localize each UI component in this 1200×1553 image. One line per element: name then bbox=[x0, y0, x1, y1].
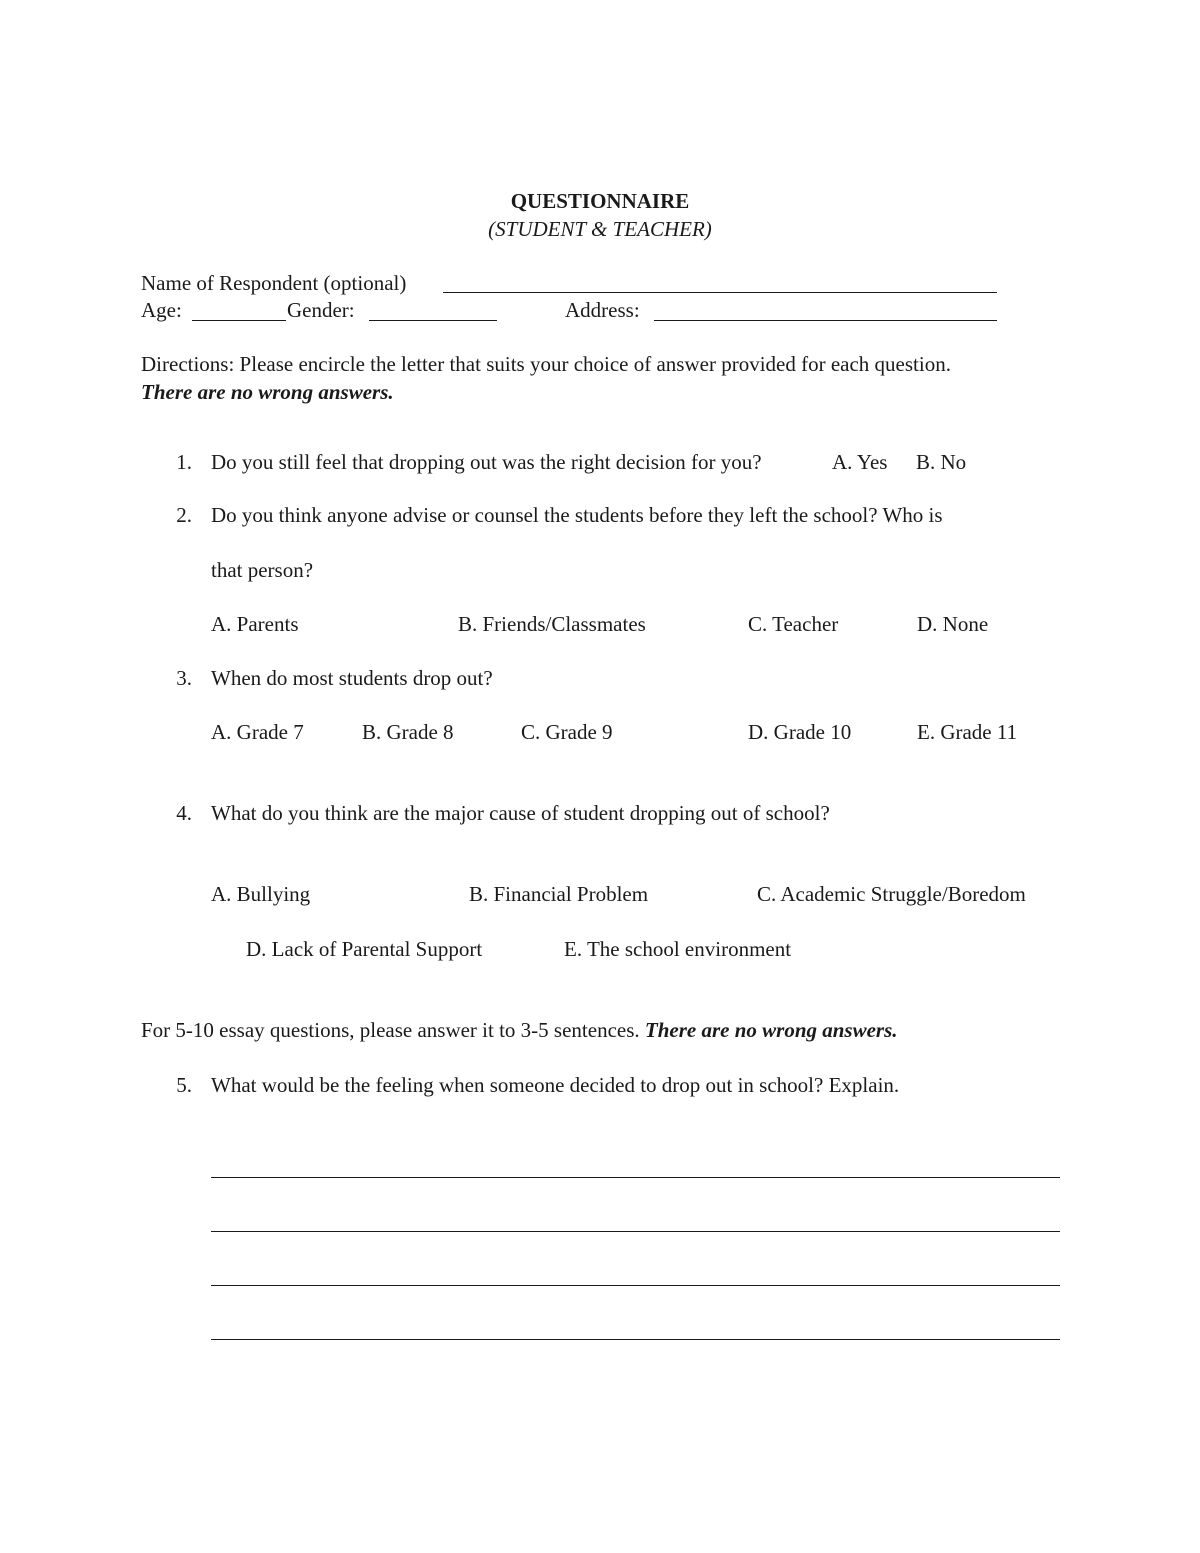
question-number: 1. bbox=[176, 450, 192, 474]
question-2-option-c[interactable]: C. Teacher bbox=[748, 612, 839, 636]
question-4-option-a[interactable]: A. Bullying bbox=[211, 882, 311, 906]
name-label: Name of Respondent (optional) bbox=[141, 271, 407, 295]
address-label: Address: bbox=[565, 298, 640, 322]
question-2-text: Do you think anyone advise or counsel the students before they left the school? Who is bbox=[211, 503, 943, 527]
question-5-text: What would be the feeling when someone decided to drop out in school? Explain. bbox=[211, 1073, 900, 1097]
question-4-option-e[interactable]: E. The school environment bbox=[564, 937, 792, 961]
answer-line[interactable] bbox=[211, 1177, 1060, 1178]
directions-emphasis: There are no wrong answers. bbox=[141, 380, 394, 404]
essay-instructions bbox=[141, 1017, 898, 1043]
question-3-option-d[interactable]: D. Grade 10 bbox=[748, 720, 852, 744]
question-3-option-e[interactable]: E. Grade 11 bbox=[917, 720, 1018, 744]
question-1-option-a[interactable]: A. Yes bbox=[832, 450, 888, 474]
question-1-text: Do you still feel that dropping out was the right decision for you? bbox=[211, 450, 762, 474]
question-number: 5. bbox=[176, 1073, 192, 1097]
question-3-option-a[interactable]: A. Grade 7 bbox=[211, 720, 304, 744]
question-number: 2. bbox=[176, 503, 192, 527]
question-4-text: What do you think are the major cause of student dropping out of school? bbox=[211, 801, 830, 825]
question-2-option-b[interactable]: B. Friends/Classmates bbox=[458, 612, 646, 636]
answer-line[interactable] bbox=[211, 1231, 1060, 1232]
question-2-option-a[interactable]: A. Parents bbox=[211, 612, 299, 636]
address-field[interactable] bbox=[654, 320, 997, 321]
age-field[interactable] bbox=[192, 320, 286, 321]
question-3-option-b[interactable]: B. Grade 8 bbox=[362, 720, 454, 744]
essay-emphasis: There are no wrong answers. bbox=[644, 1018, 898, 1042]
essay-intro: For 5-10 essay questions, please answer it to 3-5 sentences. bbox=[141, 1018, 640, 1042]
question-1-option-b[interactable]: B. No bbox=[916, 450, 967, 474]
answer-line[interactable] bbox=[211, 1285, 1060, 1286]
question-2-option-d[interactable]: D. None bbox=[917, 612, 989, 636]
question-number: 3. bbox=[176, 666, 192, 690]
question-3-text: When do most students drop out? bbox=[211, 666, 493, 690]
gender-field[interactable] bbox=[369, 320, 497, 321]
question-4-option-b[interactable]: B. Financial Problem bbox=[469, 882, 649, 906]
question-4-option-d[interactable]: D. Lack of Parental Support bbox=[246, 937, 483, 961]
gender-label: Gender: bbox=[287, 298, 355, 322]
question-number: 4. bbox=[176, 801, 192, 825]
page-subtitle: (STUDENT & TEACHER) bbox=[488, 217, 712, 241]
page-title: QUESTIONNAIRE bbox=[510, 189, 690, 213]
answer-line[interactable] bbox=[211, 1339, 1060, 1340]
question-2-text-cont: that person? bbox=[211, 558, 314, 582]
age-label: Age: bbox=[141, 298, 182, 322]
directions-text: Directions: Please encircle the letter that suits your choice of answer provided for each question. bbox=[141, 352, 951, 376]
name-field[interactable] bbox=[443, 292, 997, 293]
question-4-option-c[interactable]: C. Academic Struggle/Boredom bbox=[757, 882, 1026, 906]
question-3-option-c[interactable]: C. Grade 9 bbox=[521, 720, 613, 744]
